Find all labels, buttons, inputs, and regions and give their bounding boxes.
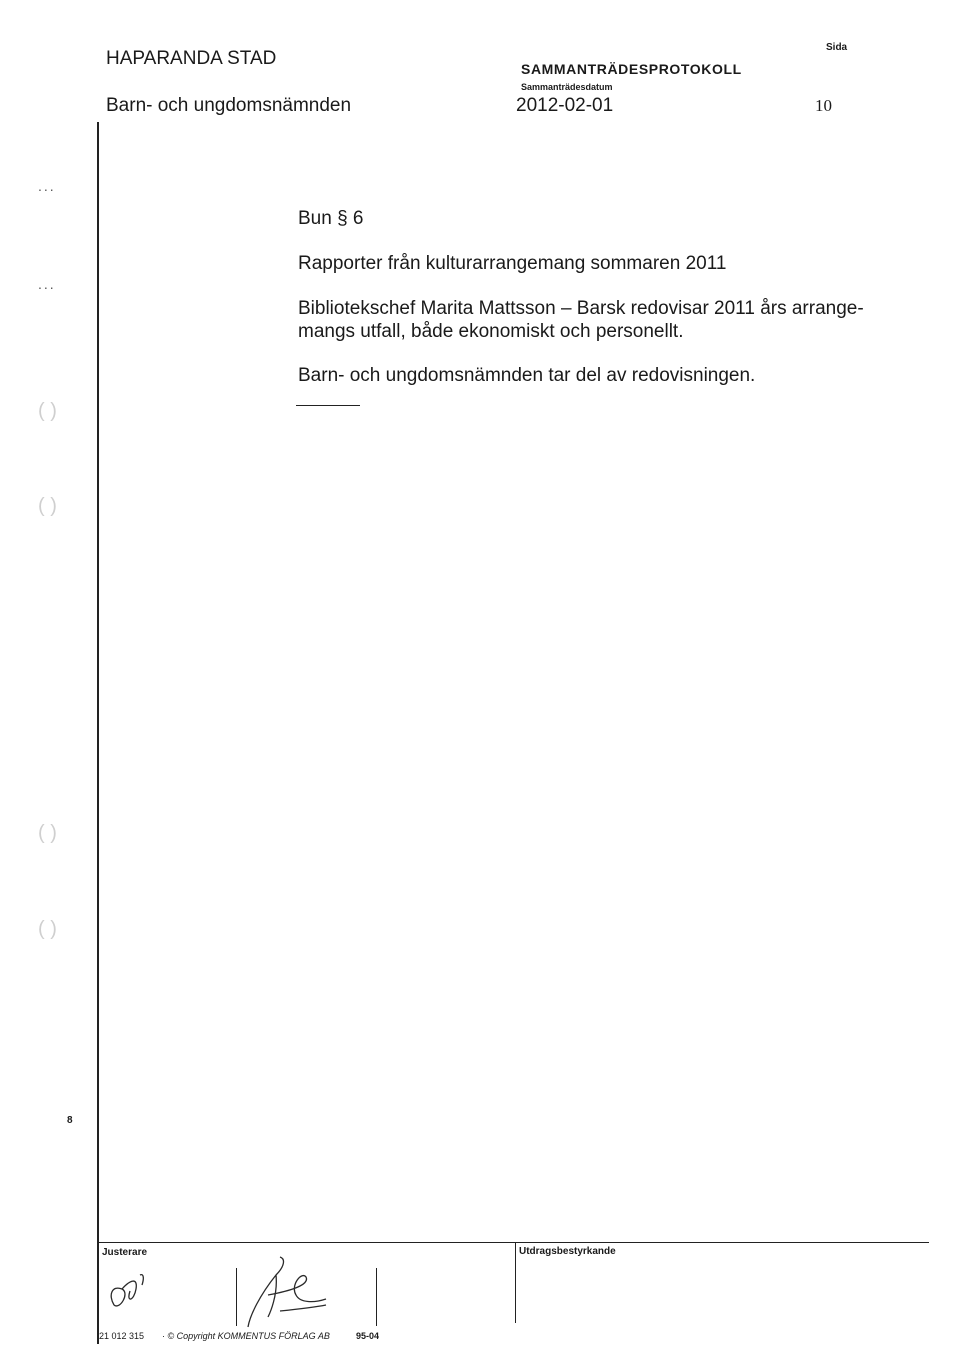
- footer-top-rule: [99, 1242, 929, 1243]
- page-number: 10: [815, 96, 832, 115]
- section-heading: Rapporter från kulturarrangemang sommaren 2011: [298, 253, 727, 274]
- punch-hole-mark: ( ): [38, 822, 57, 844]
- copyright-notice: · © Copyright KOMMENTUS FÖRLAG AB: [162, 1331, 330, 1341]
- page-label: Sida: [826, 42, 848, 53]
- form-number: 21 012 315: [99, 1331, 145, 1341]
- margin-number: 8: [67, 1115, 73, 1126]
- extract-certification-label: Utdragsbestyrkande: [519, 1246, 616, 1257]
- date-label: Sammanträdesdatum: [521, 82, 613, 92]
- handwritten-initials: [111, 1275, 143, 1306]
- body-text-line: Bibliotekschef Marita Mattsson – Barsk redovisar 2011 års arrange-: [298, 298, 864, 319]
- punch-hole-mark: ( ): [38, 918, 57, 940]
- punch-hole-mark: ( ): [38, 495, 57, 517]
- margin-dots: ...: [38, 276, 56, 292]
- signature-initials-area: [100, 1255, 540, 1335]
- form-version: 95-04: [356, 1331, 380, 1341]
- body-text-line: mangs utfall, både ekonomiskt och personellt.: [298, 321, 684, 342]
- left-margin-rule: [97, 122, 99, 1344]
- document-type: SAMMANTRÄDESPROTOKOLL: [521, 61, 742, 77]
- organization-name: HAPARANDA STAD: [106, 48, 277, 69]
- paragraph-reference: Bun § 6: [298, 208, 364, 229]
- decision-text: Barn- och ungdomsnämnden tar del av redovisningen.: [298, 365, 756, 386]
- committee-name: Barn- och ungdomsnämnden: [106, 95, 352, 116]
- meeting-date: 2012-02-01: [516, 95, 614, 116]
- punch-hole-mark: ( ): [38, 400, 57, 422]
- adjusters-label: Justerare: [102, 1247, 148, 1258]
- end-rule: [296, 405, 360, 406]
- handwritten-signature: [248, 1257, 326, 1327]
- margin-dots: ...: [38, 178, 56, 194]
